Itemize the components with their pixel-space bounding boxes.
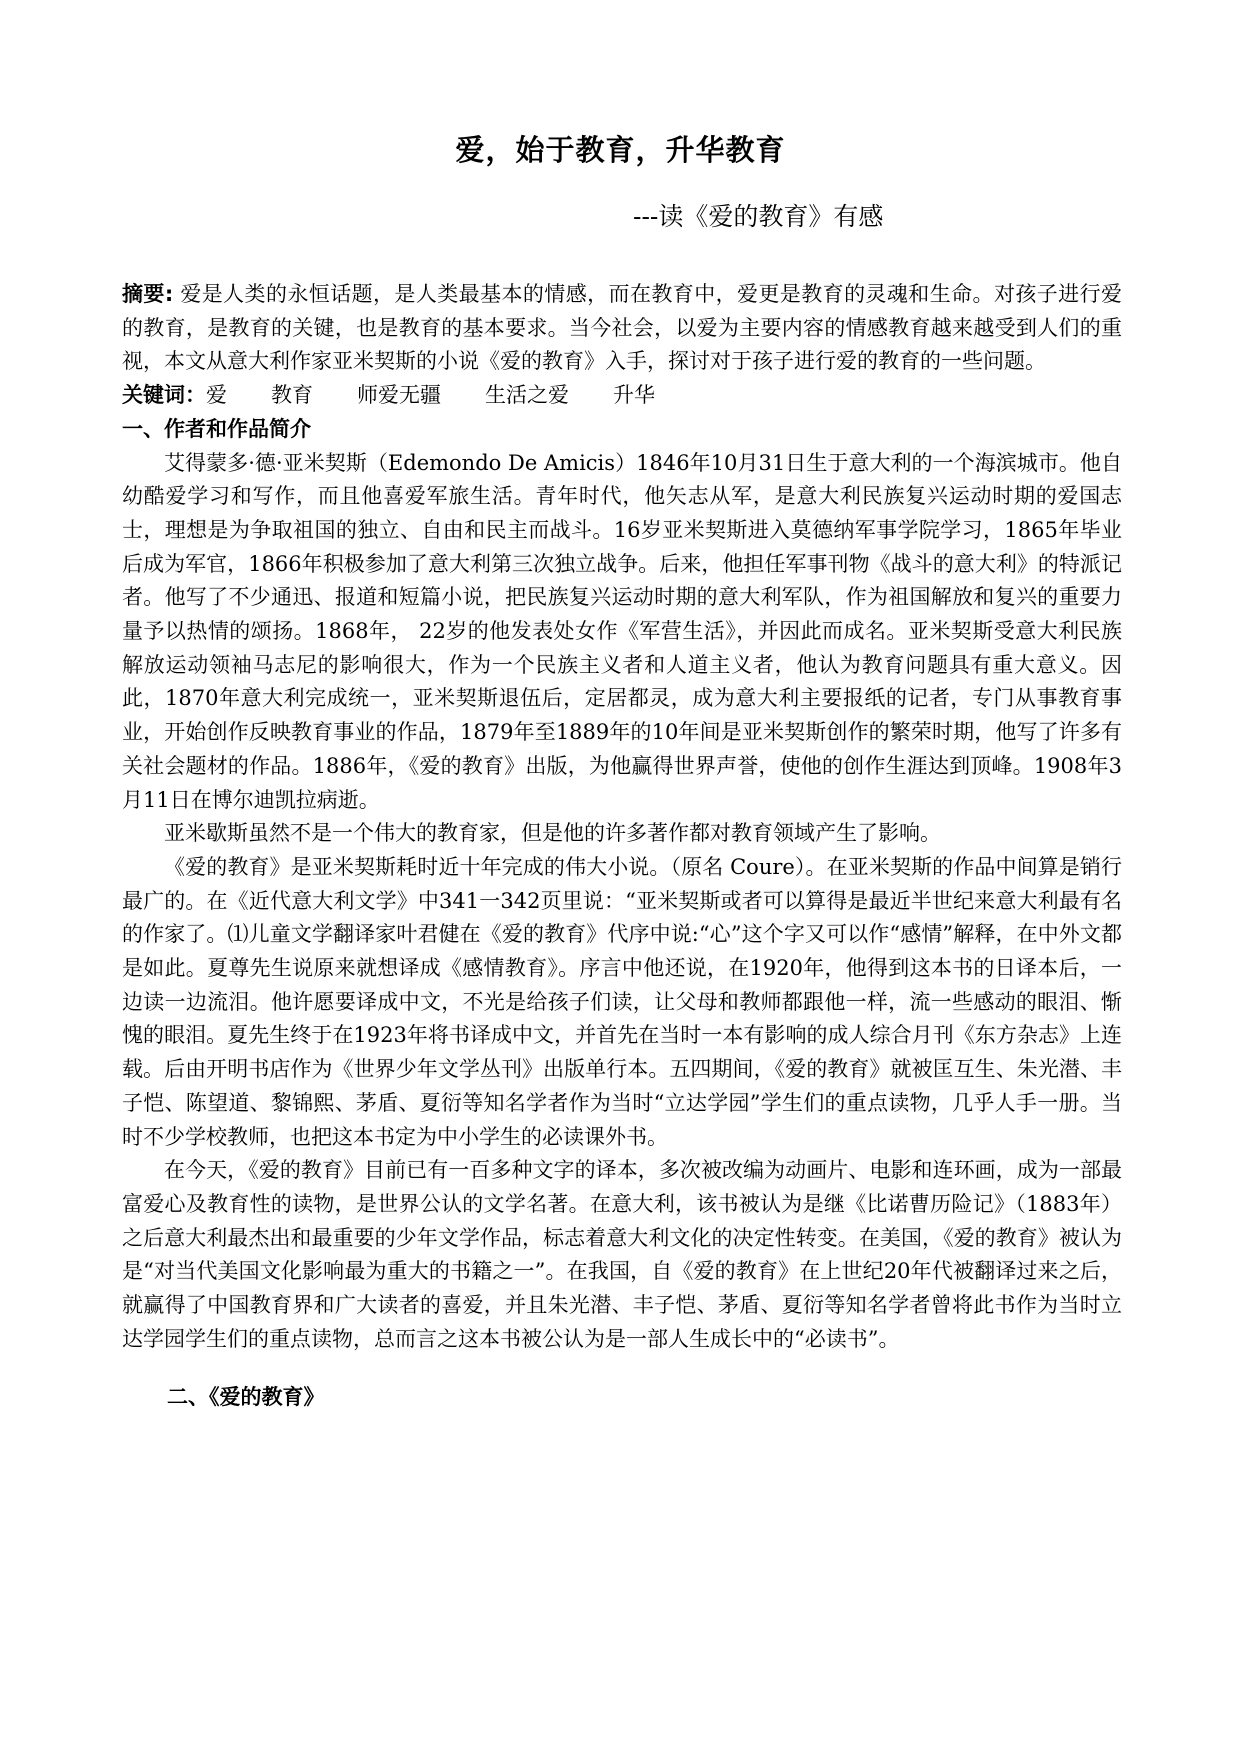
body-paragraph: 在今天，《爱的教育》目前已有一百多种文字的译本，多次被改编为动画片、电影和连环画，成为一部最富爱心及教育性的读物，是世界公认的文学名著。在意大利，该书被认为是继《比诺曹历险记》（1883年）之后意大利最杰出和最重要的少年文学作品，标志着意大利文化的决定性转变。在美国，《爱的教育》被认为是“对当代美国文化影响最为重大的书籍之一”。在我国，自《爱的教育》在上世纪20年代被翻译过来之后，就赢得了中国教育界和广大读者的喜爱，并且朱光潜、丰子恺、茅盾、夏衍等知名学者曾将此书作为当时立达学园学生们的重点读物，总而言之这本书被公认为是一部人生成长中的“必读书”。 <box>122 1158 1122 1351</box>
keyword: 师爱无疆 <box>357 383 441 408</box>
keywords-label: 关键词： <box>122 383 206 408</box>
abstract-text: 爱是人类的永恒话题，是人类最基本的情感，而在教育中，爱更是教育的灵魂和生命。对孩子进行爱的教育，是教育的关键，也是教育的基本要求。当今社会，以爱为主要内容的情感教育越来越受到人们的重视，本文从意大利作家亚米契斯的小说《爱的教育》入手，探讨对于孩子进行爱的教育的一些问题。 <box>122 282 1123 374</box>
body-paragraph: 亚米歇斯虽然不是一个伟大的教育家，但是他的许多著作都对教育领域产生了影响。 <box>164 821 941 846</box>
keyword: 升华 <box>613 383 655 408</box>
keyword: 教育 <box>271 383 313 408</box>
abstract-label: 摘要: <box>122 282 174 306</box>
keywords-line <box>122 379 1122 413</box>
section-heading: 二、《爱的教育》 <box>167 1385 325 1409</box>
document-title: 爱，始于教育，升华教育 <box>455 133 786 167</box>
keyword: 生活之爱 <box>485 383 569 408</box>
abstract-paragraph <box>122 278 1122 379</box>
section-heading: 一、作者和作品简介 <box>122 416 311 441</box>
keyword: 爱 <box>206 383 227 408</box>
body-paragraph: 《爱的教育》是亚米契斯耗时近十年完成的伟大小说。（原名 Coure）。在亚米契斯的作品中间算是销行最广的。在《近代意大利文学》中341一342页里说：“亚米契斯或者可以算得是最近半世纪来意大利最有名的作家了。⑴儿童文学翻译家叶君健在《爱的教育》代序中说:“心”这个字又可以作“感情”解释，在中外文都是如此。夏尊先生说原来就想译成《感情教育》。序言中他还说，在1920年，他得到这本书的日译本后，一边读一边流泪。他许愿要译成中文，不光是给孩子们读，让父母和教师都跟他一样，流一些感动的眼泪、惭愧的眼泪。夏先生终于在1923年将书译成中文，并首先在当时一本有影响的成人综合月刊《东方杂志》上连载。后由开明书店作为《世界少年文学丛刊》出版单行本。五四期间，《爱的教育》就被匡互生、朱光潜、丰子恺、陈望道、黎锦熙、茅盾、夏衍等知名学者作为当时“立达学园”学生们的重点读物，几乎人手一册。当时不少学校教师，也把这本书定为中小学生的必读课外书。 <box>122 854 1122 1149</box>
document-body <box>122 278 1122 1357</box>
document-subtitle: ---读《爱的教育》有感 <box>633 202 884 231</box>
body-paragraph: 艾得蒙多·德·亚米契斯（Edemondo De Amicis）1846年10月31日生于意大利的一个海滨城市。他自幼酷爱学习和写作，而且他喜爱军旅生活。青年时代，他矢志从军，是意大利民族复兴运动时期的爱国志士，理想是为争取祖国的独立、自由和民主而战斗。16岁亚米契斯进入莫德纳军事学院学习，1865年毕业后成为军官，1866年积极参加了意大利第三次独立战争。后来，他担任军事刊物《战斗的意大利》的特派记者。他写了不少通迅、报道和短篇小说，把民族复兴运动时期的意大利军队，作为祖国解放和复兴的重要力量予以热情的颂扬。1868年， 22岁的他发表处女作《军营生活》，并因此而成名。亚米契斯受意大利民族解放运动领袖马志尼的影响很大，作为一个民族主义者和人道主义者，他认为教育问题具有重大意义。因此，1870年意大利完成统一，亚米契斯退伍后，定居都灵，成为意大利主要报纸的记者，专门从事教育事业，开始创作反映教育事业的作品，1879年至1889年的10年间是亚米契斯创作的繁荣时期，他写了许多有关社会题材的作品。1886年，《爱的教育》出版，为他赢得世界声誉，使他的创作生涯达到顶峰。1908年3月11日在博尔迪凯拉病逝。 <box>122 450 1122 812</box>
